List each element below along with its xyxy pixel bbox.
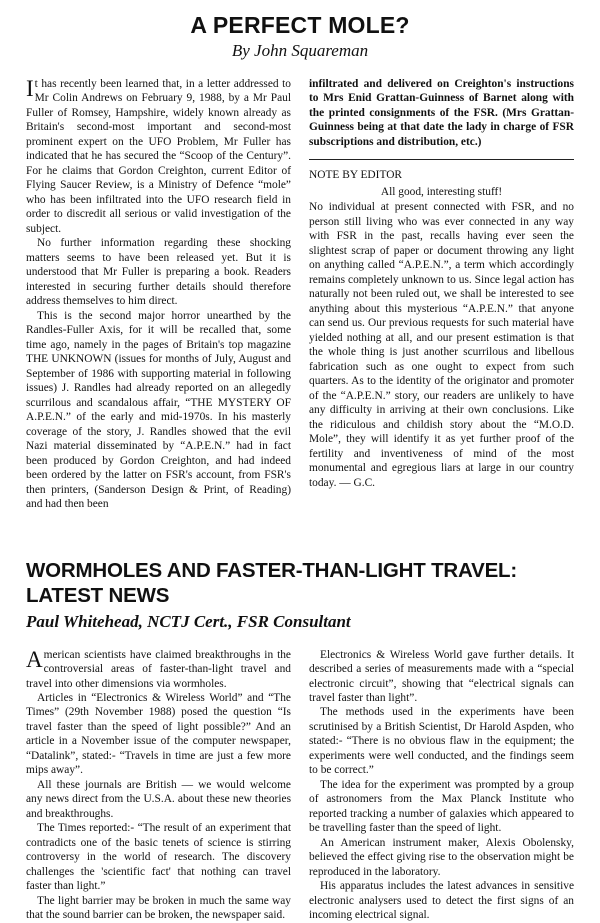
article2-paragraph: American scientists have claimed breakthroughs in the controversial areas of faster-than-light travel and travel into other dimensions via wormholes. (26, 646, 291, 690)
article2-byline: Paul Whitehead, NCTJ Cert., FSR Consultant (26, 611, 351, 631)
article-gap (26, 512, 574, 558)
article2-paragraph: The Times reported:- “The result of an experiment that contradicts one of the basic tenets of science is stirring controversy in the world of research. The discovery challenges the 'scientific fact' that nothing can travel faster than light.” (26, 822, 291, 893)
article2-columns (26, 648, 574, 923)
article-wormholes (26, 558, 574, 923)
article-perfect-mole (26, 12, 574, 512)
article2-paragraph: An American instrument maker, Alexis Obolensky, believed the effect giving rise to the observation might be reproduced in the laboratory. (309, 836, 574, 878)
editor-note-heading: NOTE BY EDITOR (309, 169, 403, 182)
article2-paragraph: Articles in “Electronics & Wireless World” and “The Times” (29th November 1988) posed the question “Is travel faster than the speed of light possible?” And an article in a November issue of the computer newspaper, “Datalink”, stated:- “Travels in time are just a few more mips away”. (26, 691, 291, 777)
article1-paragraph: No further information regarding these shocking matters seems to have been released yet. But it is understood that Mr Fuller is preparing a book. Readers interested in securing further details should therefore address themselves to him direct. (26, 237, 291, 308)
article1-columns (26, 77, 574, 512)
article1-right-column (309, 77, 574, 512)
article2-paragraph: The methods used in the experiments have been scrutinised by a British Scientist, Dr Harold Aspden, who stated:- “There is no obvious flaw in the equipment; the experiments were well conducted, and the findings seem to be correct.” (309, 706, 574, 777)
article1-title: A PERFECT MOLE? (190, 12, 410, 38)
article1-left-column (26, 77, 291, 512)
article2-left-column (26, 648, 291, 923)
section-divider (309, 159, 574, 160)
editor-note-body: No individual at present connected with FSR, and no person still living who was ever connected in any way with FSR in the past, recalls having ever seen the slightest scrap of paper or document throwing any light on anything called “A.P.E.N.”, a term which accordingly remains completely unknown to us. Since legal action has naturally not been ruled out, we shall be interested to see anything about this mysterious “A.P.E.N.” that anyone can send us. Our previous requests for such material have yielded nothing at all, and our present estimation is that the whole thing is just another scurrilous and libellous fabrication such as one ought to expect from such quarters. As to the identity of the originator and promoter of the “A.P.E.N.” story, our readers are unlikely to have any difficulty in arriving at their own conclusions. Like the ridiculous and childish story about the “M.O.D. Mole”, they will identify it as yet further proof of the fertility and inventiveness of mind of the most monumental and egregious liars at large in our country today. — G.C. (309, 201, 574, 489)
article2-right-column (309, 648, 574, 923)
article2-paragraph: Electronics & Wireless World gave further details. It described a series of measurements made with a “special electronic circuit”, showing that “electrical signals can travel faster than light”. (309, 648, 574, 704)
article1-byline: By John Squareman (231, 41, 369, 60)
article1-paragraph: infiltrated and delivered on Creighton's instructions to Mrs Enid Grattan-Guinness of Barnet along with the printed consignments of the FSR. (Mrs Grattan-Guinness being at that date the lady in charge of FSR subscriptions and distribution, etc.) (309, 78, 574, 148)
article2-paragraph: The light barrier may be broken in much the same way that the sound barrier can be broken, the newspaper said. (26, 894, 291, 922)
article2-paragraph: His apparatus includes the latest advances in sensitive electronic analysers used to detect the first signs of an incoming electrical signal. (309, 880, 574, 922)
article2-paragraph: The idea for the experiment was prompted by a group of astronomers from the Max Planck Institute who reported tracking a number of galaxies which appeared to be travelling faster than the speed of light. (309, 778, 574, 835)
article1-paragraph: This is the second major horror unearthed by the Randles-Fuller Axis, for it will be recalled that, some time ago, namely in the pages of Britain's top magazine THE UNKNOWN (issues for months of July, August and September of 1986 with supporting material in following issues) J. Randles had already reported on an allegedly scurrilous and scandalous affair, “THE MYSTERY OF A.P.E.N.” of the early and mid-1970s. In his masterly coverage of the story, J. Randles showed that the evil Nazi material disseminated by “A.P.E.N.” had in fact been produced by Gordon Creighton, and had indeed been ordered by the latter on FSR's account, from FSR's then printers, (Sanderson Design & Print, of Reading) and had then been (26, 309, 291, 511)
article2-title: WORMHOLES AND FASTER-THAN-LIGHT TRAVEL: LATEST NEWS (26, 558, 517, 607)
article1-paragraph: It has recently been learned that, in a letter addressed to Mr Colin Andrews on February 9, 1988, by a Mr Paul Fuller of Romsey, Hampshire, widely known already as Britain's second-most important and second-most prominent expert on the UFO Problem, Mr Fuller has indicated that he has secured the “Scoop of the Century”. For he claims that Gordon Creighton, current Editor of Flying Saucer Review, is a Ministry of Defence “mole” who has been infiltrated into the UFO research field in order to discredit all serious or valid investigation of the subject. (26, 76, 291, 235)
article2-paragraph: All these journals are British — we would welcome any news direct from the U.S.A. about these new theories and breakthroughs. (26, 778, 291, 820)
editor-note-lead: All good, interesting stuff! (380, 185, 503, 198)
